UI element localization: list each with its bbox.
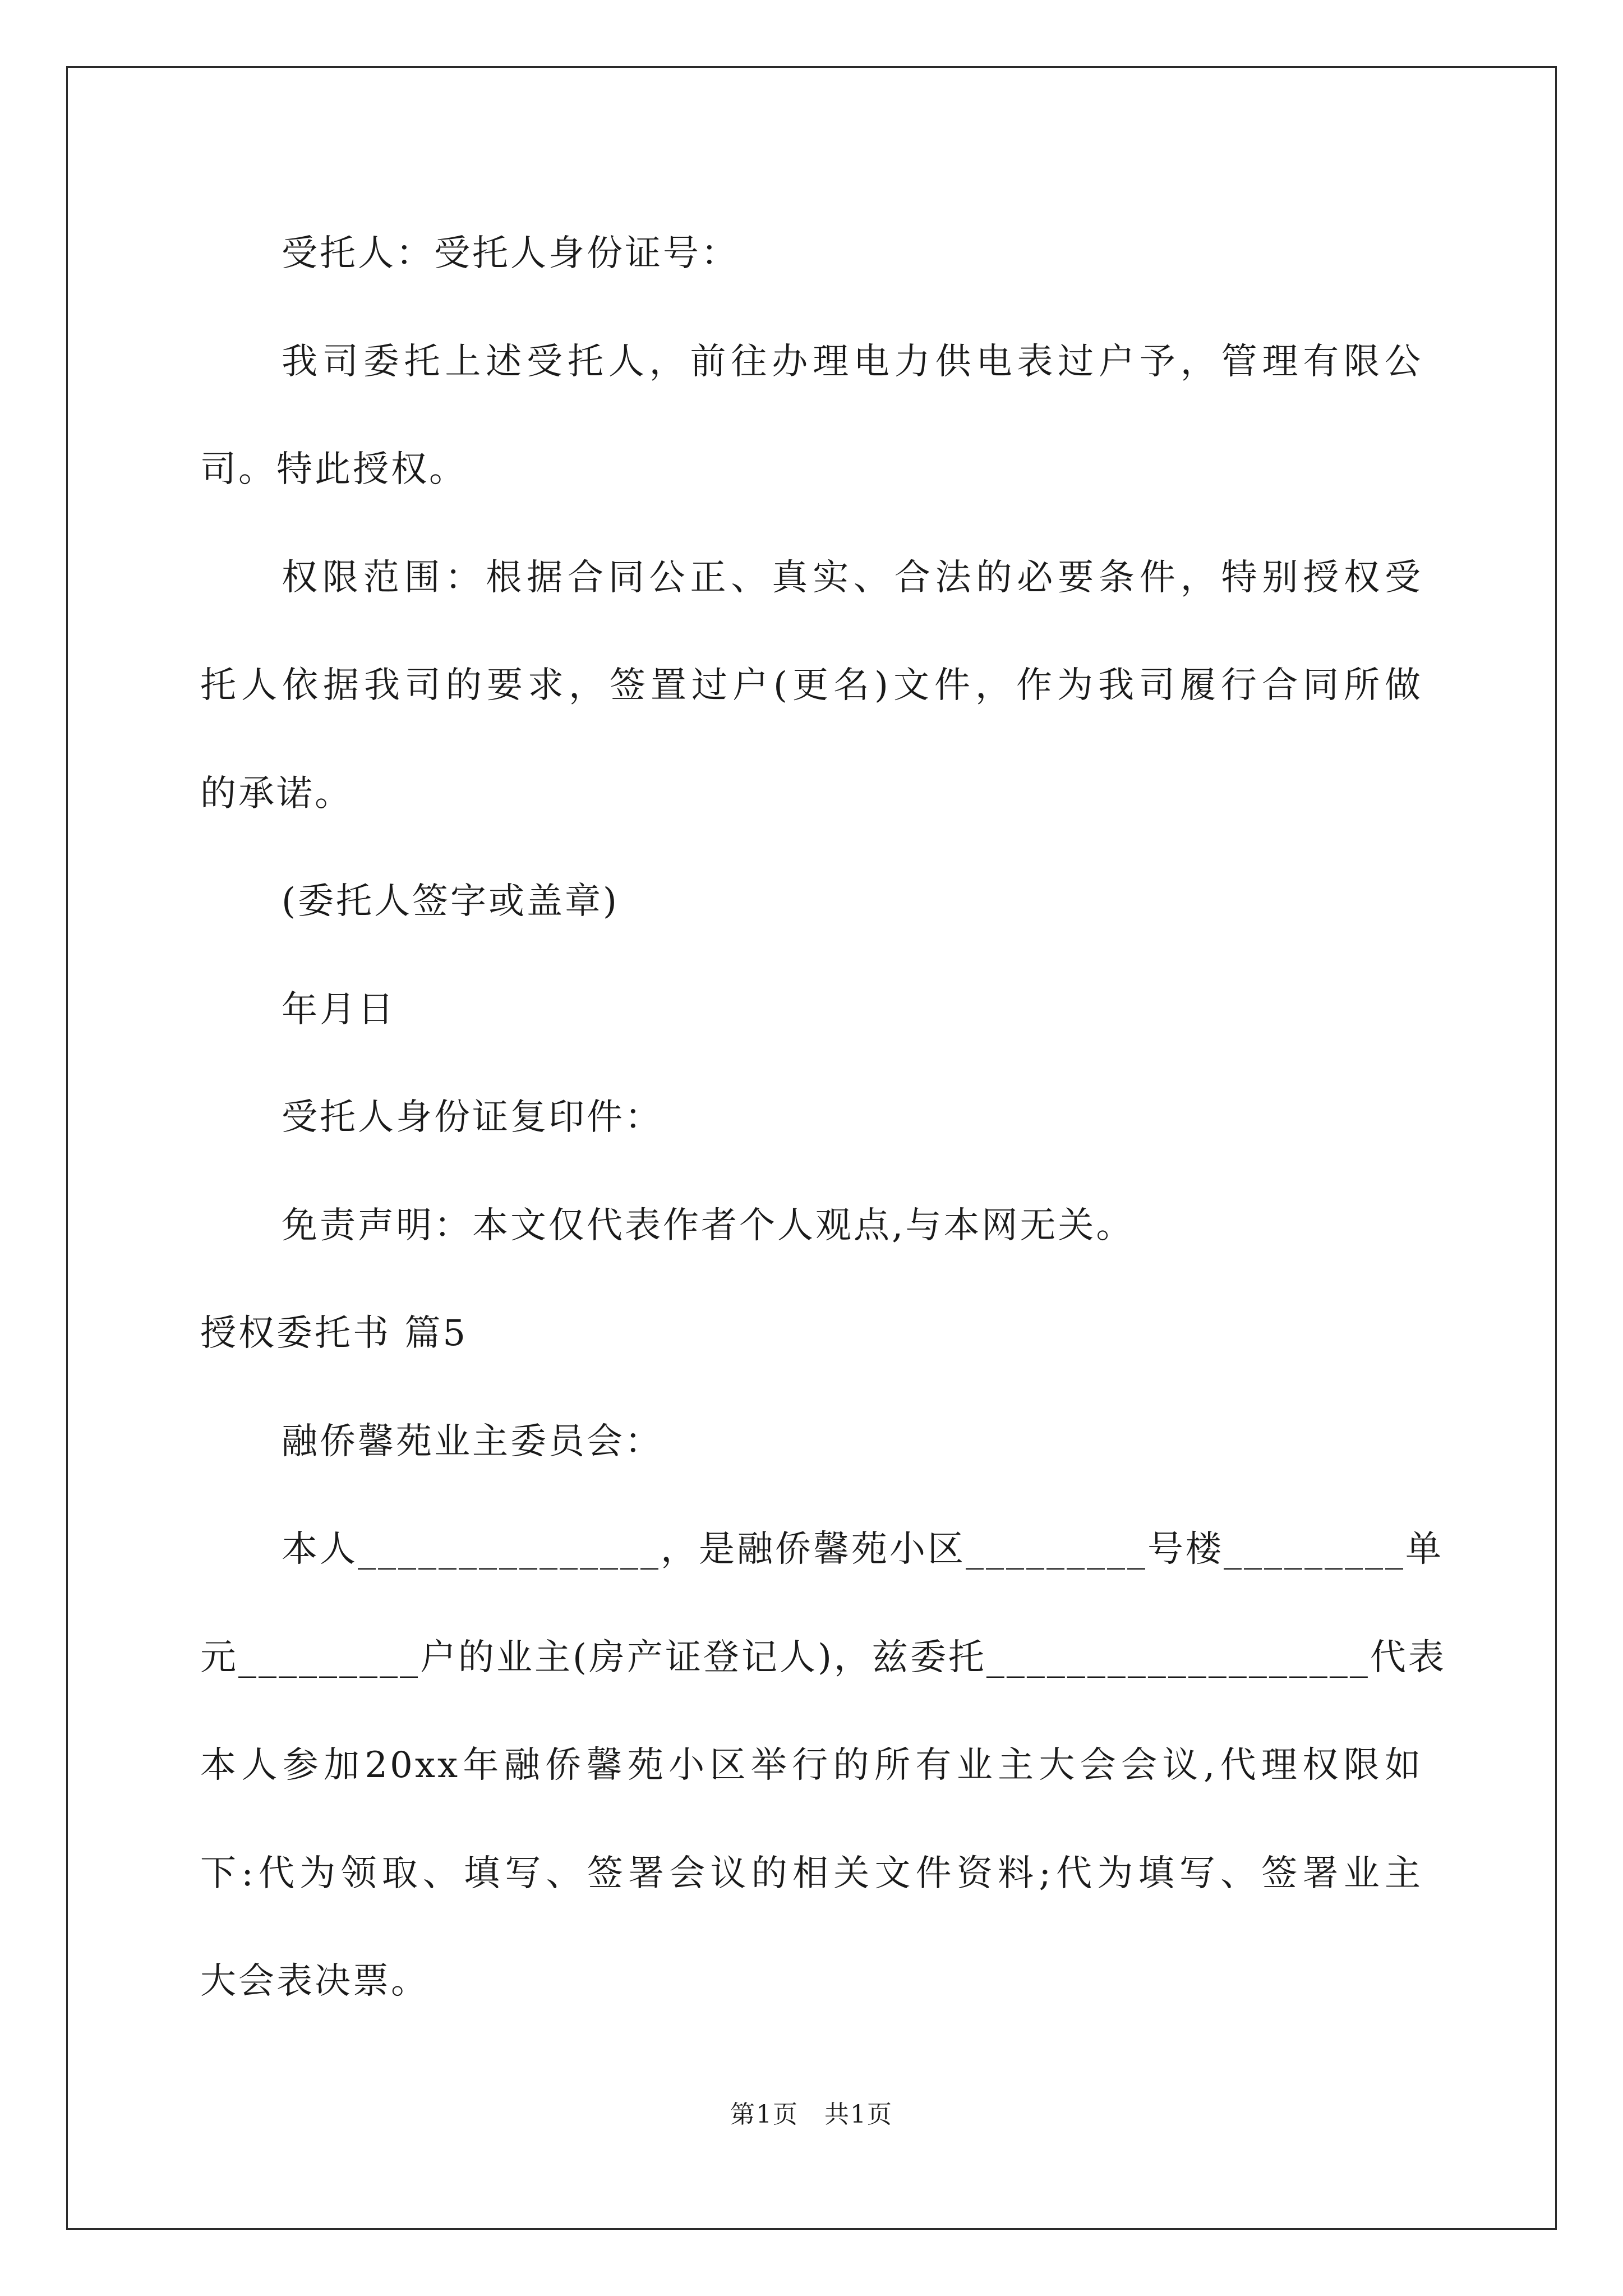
line-owner-4: 下:代为领取、填写、签署会议的相关文件资料;代为填写、签署业主 (200, 1853, 1423, 1894)
page-footer: 第1页 共1页 (730, 2100, 893, 2129)
line-scope-3: 的承诺。 (200, 773, 353, 815)
line-signature: (委托人签字或盖章) (282, 881, 619, 922)
line-entrust-2: 司。特此授权。 (200, 449, 467, 490)
line-trustee-id: 受托人：受托人身份证号： (282, 233, 739, 274)
section-heading: 授权委托书 篇5 (200, 1313, 468, 1354)
line-owner-3: 本人参加20xx年融侨馨苑小区举行的所有业主大会会议,代理权限如 (200, 1745, 1423, 1786)
line-disclaimer: 免责声明：本文仅代表作者个人观点,与本网无关。 (282, 1205, 1135, 1246)
line-owner-1: 本人_______________，是融侨馨苑小区_________号楼_________单 (282, 1529, 1444, 1570)
line-date: 年月日 (282, 989, 396, 1030)
line-id-copy: 受托人身份证复印件： (282, 1097, 663, 1138)
line-scope-2: 托人依据我司的要求，签置过户(更名)文件，作为我司履行合同所做 (200, 665, 1423, 706)
line-scope-1: 权限范围：根据合同公正、真实、合法的必要条件，特别授权受 (282, 557, 1423, 599)
line-addressee: 融侨馨苑业主委员会： (282, 1421, 663, 1462)
page-border (66, 66, 1557, 2230)
line-owner-2: 元_________户的业主(房产证登记人)，兹委托___________________代表 (200, 1637, 1446, 1678)
line-owner-5: 大会表决票。 (200, 1961, 429, 2002)
line-entrust-1: 我司委托上述受托人，前往办理电力供电表过户予，管理有限公 (282, 341, 1423, 383)
